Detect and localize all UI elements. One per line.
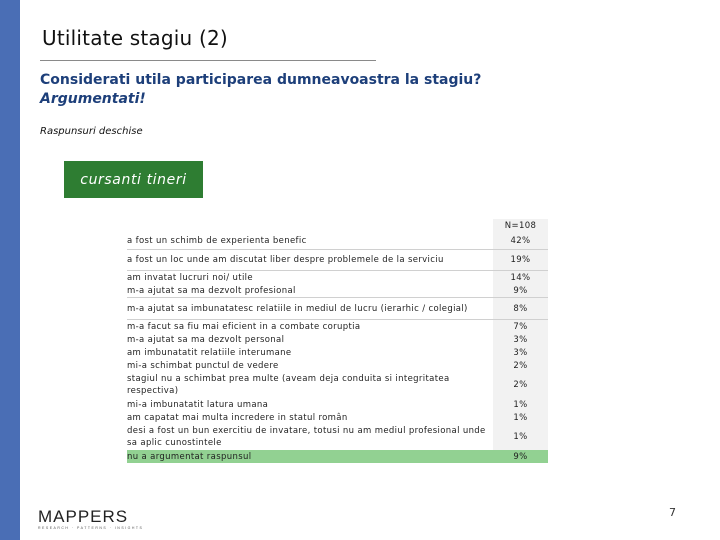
table-row: mi-a imbunatatit latura umana 1% xyxy=(127,398,548,411)
title-underline xyxy=(40,60,376,61)
left-accent-bar xyxy=(0,0,20,540)
table-row: mi-a schimbat punctul de vedere 2% xyxy=(127,359,548,372)
question-line-1: Considerati utila participarea dumneavoastra la stagiu? xyxy=(40,72,482,88)
sample-size: N=108 xyxy=(493,219,548,232)
question xyxy=(40,71,640,109)
table-row: m-a facut sa fiu mai eficient in a combate coruptia 7% xyxy=(127,319,548,333)
table-row: am invatat lucruri noi/ utile 14% xyxy=(127,270,548,284)
table-row: stagiul nu a schimbat prea multe (aveam deja conduita si integritatea respectiva) 2% xyxy=(127,372,548,398)
table-row: a fost un schimb de experienta benefic 42% xyxy=(127,232,548,249)
respondent-group-label: cursanti tineri xyxy=(64,161,203,198)
table-row: m-a ajutat sa imbunatatesc relatiile in mediul de lucru (ierarhic / colegial) 8% xyxy=(127,297,548,319)
logo-wordmark: MAPPERS xyxy=(38,507,129,526)
table-row: am imbunatatit relatiile interumane 3% xyxy=(127,346,548,359)
table-row: m-a ajutat sa ma dezvolt personal 3% xyxy=(127,333,548,346)
slide-title: Utilitate stagiu (2) xyxy=(42,26,228,50)
table-row: m-a ajutat sa ma dezvolt profesional 9% xyxy=(127,284,548,297)
table-row-highlighted: nu a argumentat raspunsul 9% xyxy=(127,450,548,463)
page-number: 7 xyxy=(669,506,676,519)
question-line-2: Argumentati! xyxy=(40,91,146,107)
responses-table xyxy=(127,219,548,463)
table-row: a fost un loc unde am discutat liber despre problemele de la serviciu 19% xyxy=(127,249,548,270)
table-header-row xyxy=(127,219,548,232)
table-row: am capatat mai multa incredere in statul român 1% xyxy=(127,411,548,424)
mappers-logo xyxy=(38,507,143,530)
logo-tagline: RESEARCH · PATTERNS · INSIGHTS xyxy=(38,526,144,530)
subtitle: Raspunsuri deschise xyxy=(40,126,143,137)
table-row: desi a fost un bun exercitiu de invatare, totusi nu am mediul profesional unde sa aplic cunostintele 1% xyxy=(127,424,548,450)
